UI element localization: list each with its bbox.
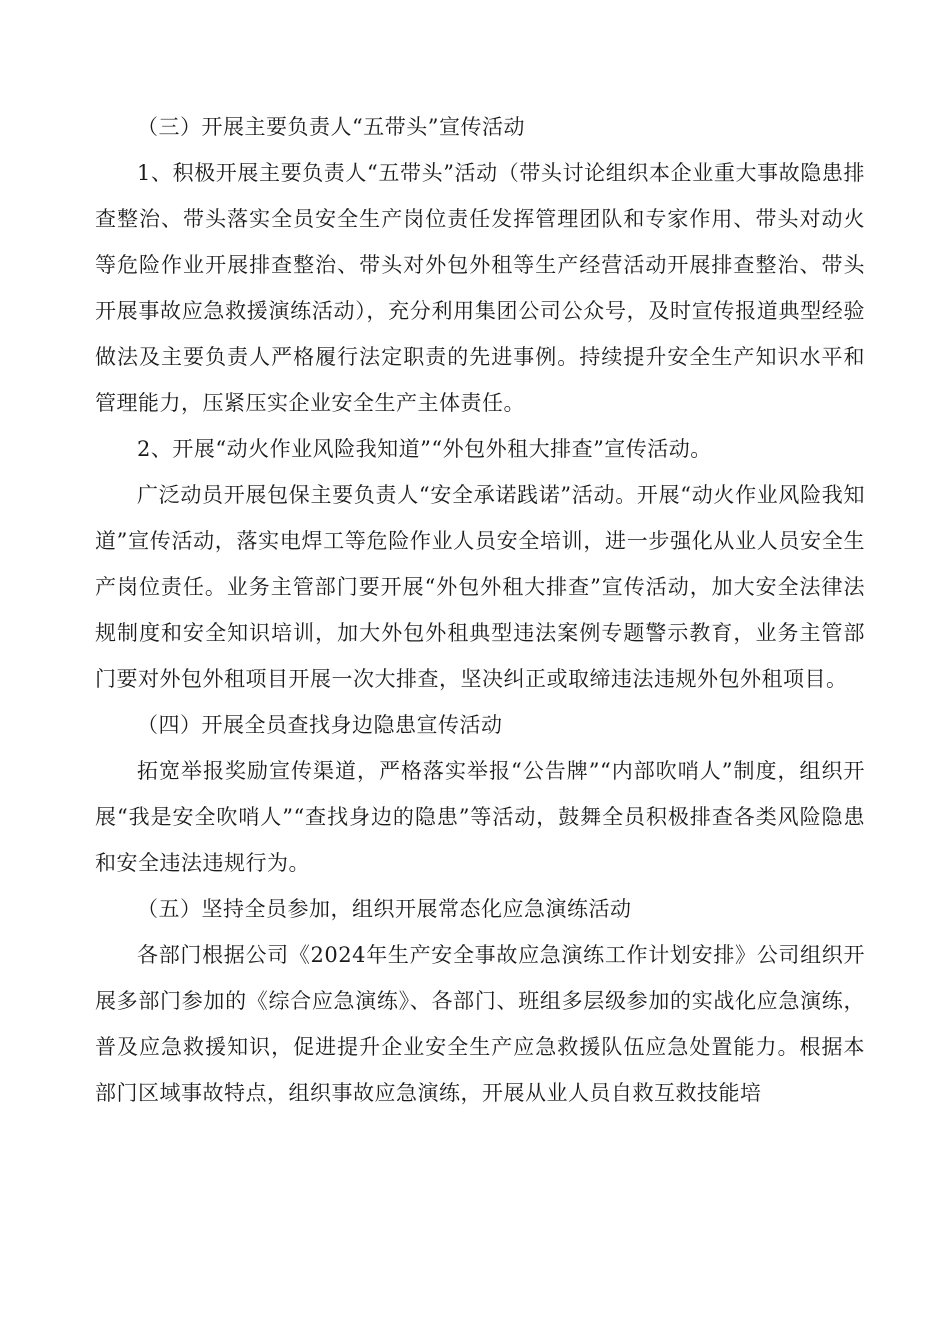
paragraph-hot-work-outsourcing-title: 2、开展“动火作业风险我知道”“外包外租大排查”宣传活动。 [137, 437, 712, 461]
paragraph-safety-commitment: 广泛动员开展包保主要负责人“安全承诺践诺”活动。开展“动火作业风险我知道”宣传活动，落实电焊工等危险作业人员安全培训，进一步强化从业人员安全生产岗位责任。业务主管部门要开展“外包外租大排查”宣传活动，加大安全法律法规制度和安全知识培训，加大外包外租典型违法案例专题警示教育，业务主管部门要对外包外租项目开展一次大排查，坚决纠正或取缔违法违规外包外租项目。 [95, 483, 865, 691]
paragraph-whistleblower: 拓宽举报奖励宣传渠道，严格落实举报“公告牌”“内部吹哨人”制度，组织开展“我是安全吹哨人”“查找身边的隐患”等活动，鼓舞全员积极排查各类风险隐患和安全违法违规行为。 [95, 759, 865, 875]
section-heading-five: （五）坚持全员参加，组织开展常态化应急演练活动 [137, 897, 632, 921]
paragraph-emergency-drill: 各部门根据公司《2024年生产安全事故应急演练工作计划安排》公司组织开展多部门参加的《综合应急演练》、各部门、班组多层级参加的实战化应急演练，普及应急救援知识，促进提升企业安全生产应急救援队伍应急处置能力。根据本部门区域事故特点，组织事故应急演练，开展从业人员自救互救技能培 [95, 943, 865, 1105]
paragraph-five-lead-activity: 1、积极开展主要负责人“五带头”活动（带头讨论组织本企业重大事故隐患排查整治、带头落实全员安全生产岗位责任发挥管理团队和专家作用、带头对动火等危险作业开展排查整治、带头对外包外租等生产经营活动开展排查整治、带头开展事故应急救援演练活动），充分利用集团公司公众号，及时宣传报道典型经验做法及主要负责人严格履行法定职责的先进事例。持续提升安全生产知识水平和管理能力，压紧压实企业安全生产主体责任。 [95, 161, 865, 415]
section-heading-four: （四）开展全员查找身边隐患宣传活动 [137, 713, 503, 737]
section-heading-three: （三）开展主要负责人“五带头”宣传活动 [137, 115, 525, 139]
document-body [95, 104, 865, 1116]
